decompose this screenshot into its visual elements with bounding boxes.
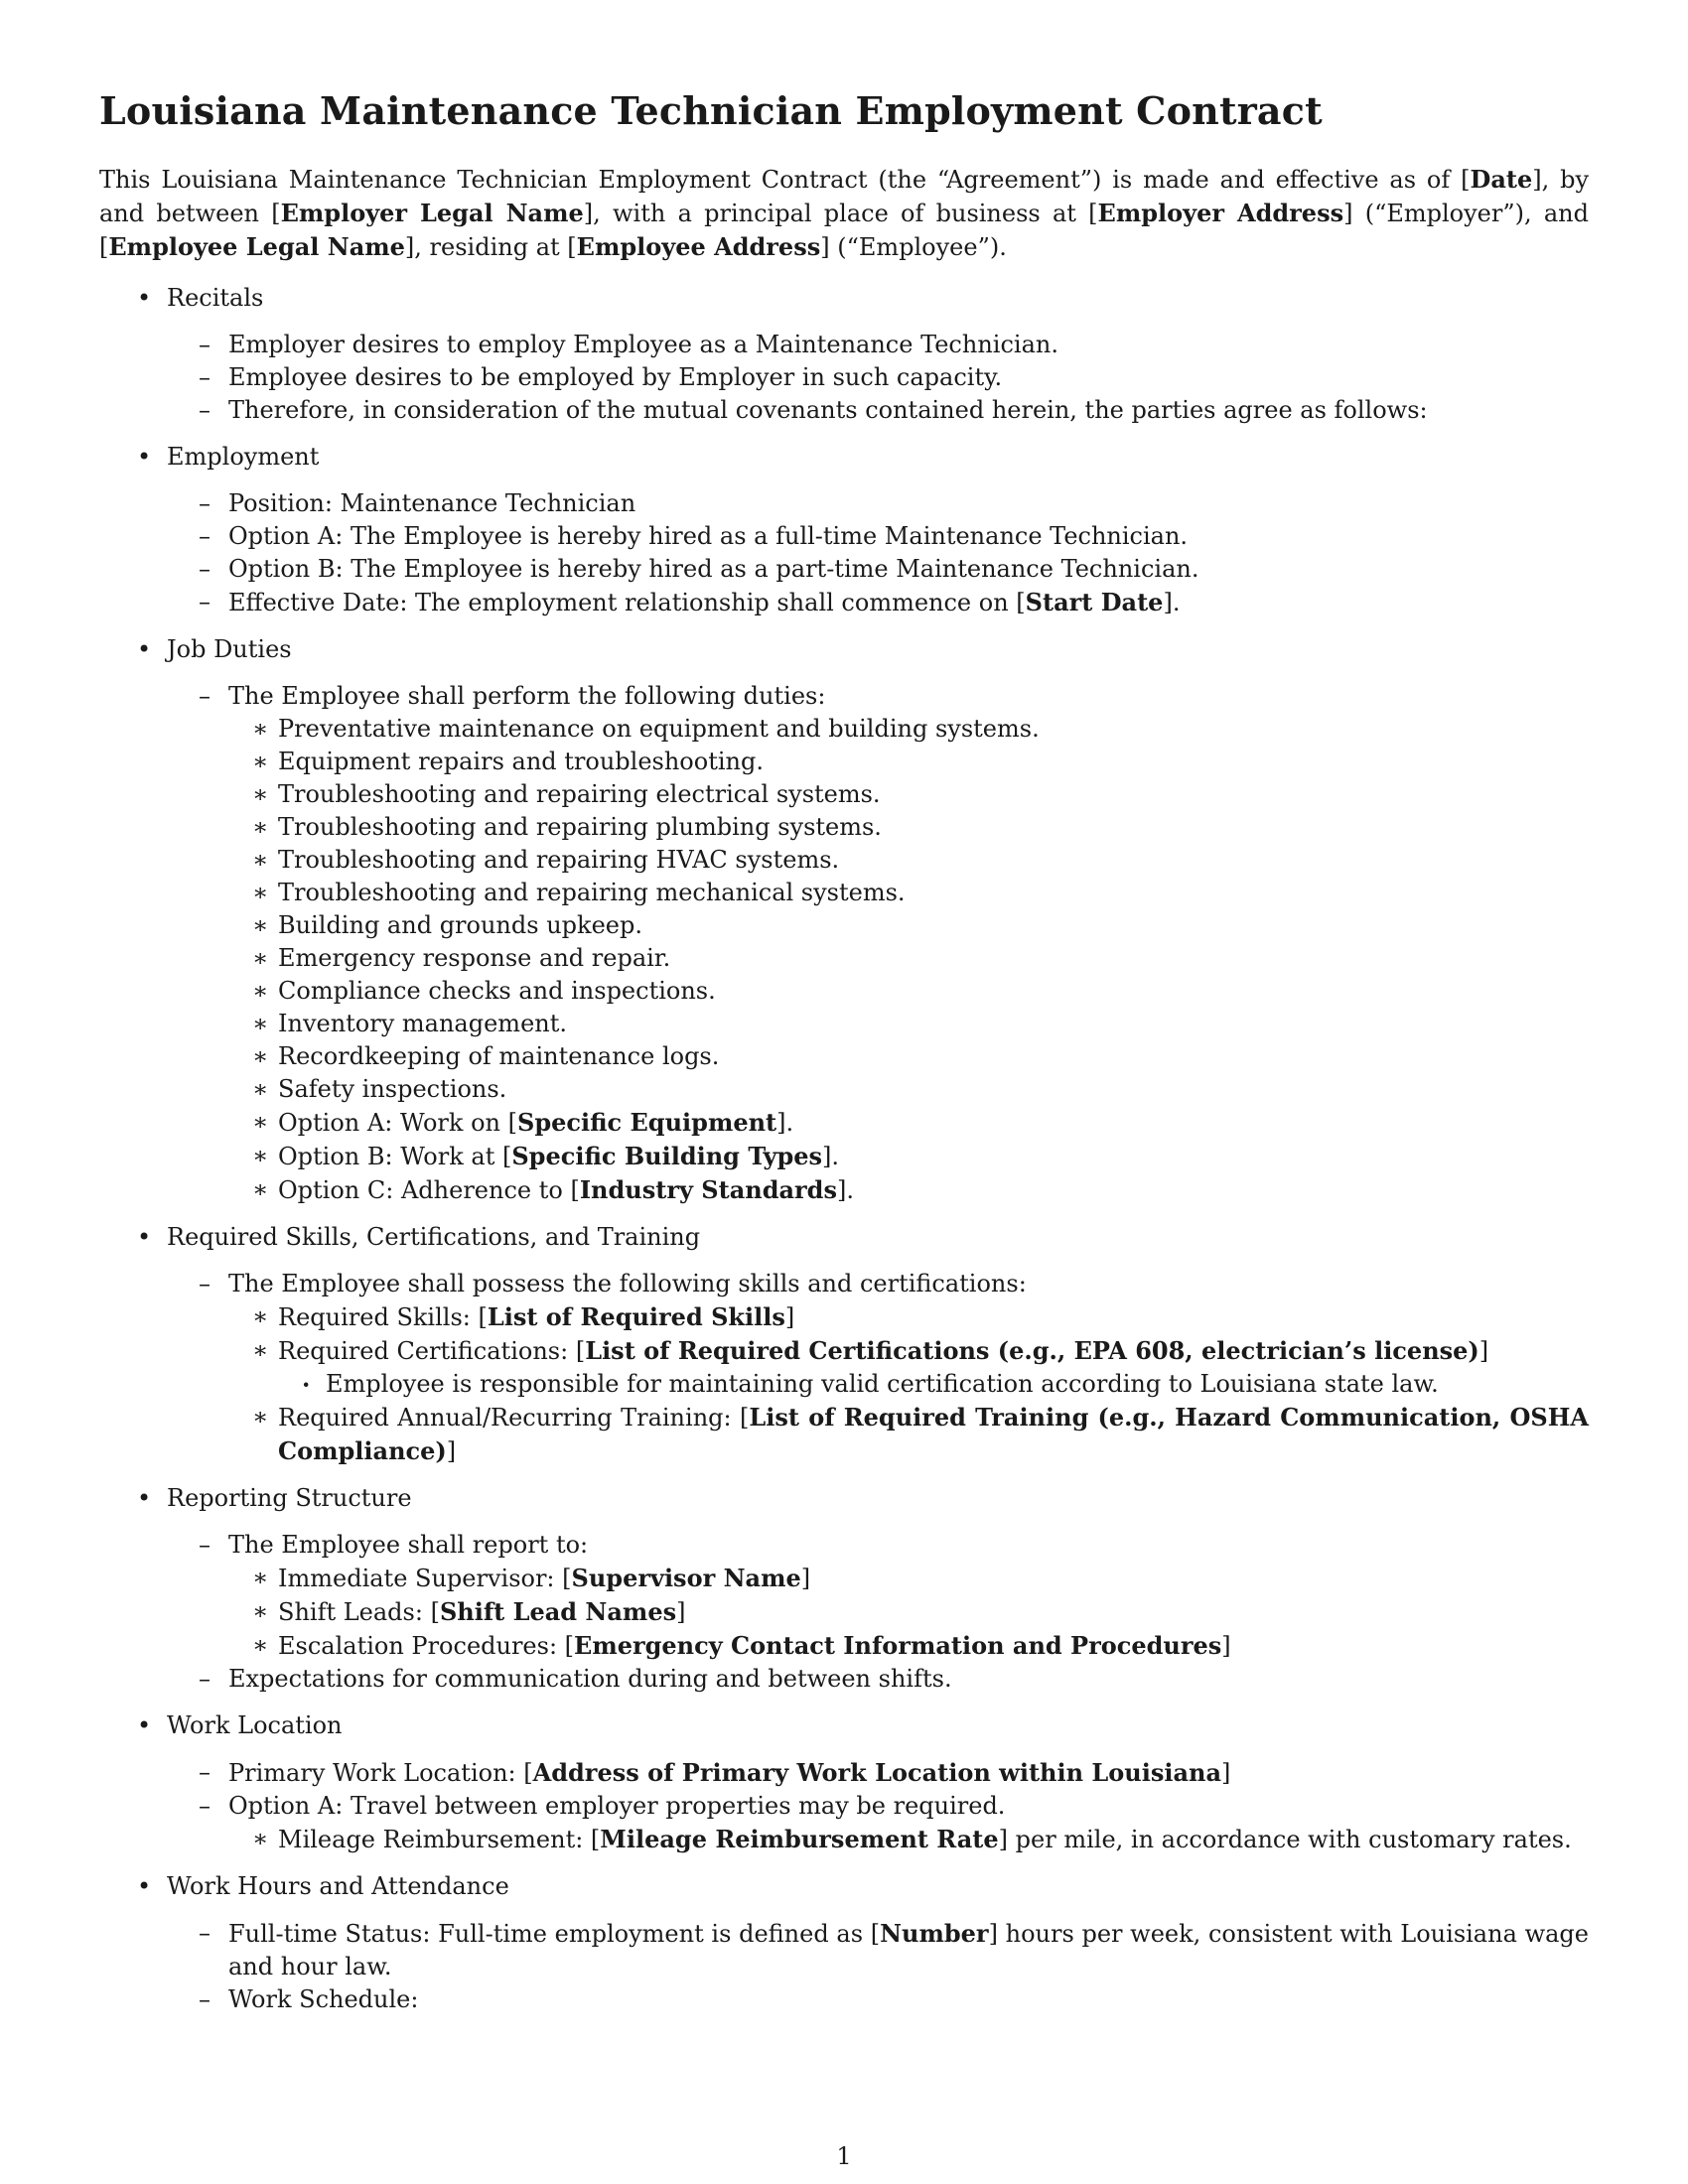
intro-text: ] (“Employer”), and [ — [99, 200, 1589, 261]
list-item: ∗ Option C: Adherence to [Industry Standards]. — [228, 1173, 1589, 1207]
list-item: ∗ Required Annual/Recurring Training: [List of Required Training (e.g., Hazard Communication, OSHA Compliance)] — [228, 1401, 1589, 1468]
list-item: – Expectations for communication during and between shifts. — [167, 1663, 1589, 1696]
section-title: • Work Hours and Attendance — [167, 1872, 509, 1900]
list-item: – Therefore, in consideration of the mutual covenants contained herein, the parties agree as follows: — [167, 394, 1589, 427]
section-employment — [99, 441, 1589, 619]
intro-text: ] (“Employee”). — [820, 233, 1007, 261]
list-item: ∗ Required Certifications: [List of Required Certifications (e.g., EPA 608, electrician’s license)] · Employee is responsible for maintaining valid certification according to Louisiana state law. — [228, 1334, 1589, 1401]
section-title: • Required Skills, Certifications, and Training — [167, 1223, 701, 1251]
contract-sections — [99, 282, 1589, 2016]
section-reporting — [99, 1482, 1589, 1696]
section-work-location — [99, 1709, 1589, 1856]
list-item: ∗ Required Skills: [List of Required Skills] — [228, 1300, 1589, 1334]
list-item: – The Employee shall possess the following skills and certifications: ∗ Required Skills: [List of Required Skills] ∗ Required Certifications: [List of Required Certifications (e.g., EPA 608, electrician’s license)] · Employee is responsible for maintaining valid certification according to Louisiana state law. ∗ Required Annual/Recurring Training: [List of Required Training (e.g., Hazard Communication, OSHA Compliance)] — [167, 1268, 1589, 1468]
list-item: ∗ Inventory management. — [228, 1008, 1589, 1040]
placeholder-start-date: Start Date — [1025, 588, 1164, 616]
placeholder-employer-address: Employer Address — [1097, 199, 1344, 227]
list-item: – Full-time Status: Full-time employment is defined as [Number] hours per week, consistent with Louisiana wage and hour law. — [167, 1917, 1589, 1983]
list-item: ∗ Recordkeeping of maintenance logs. — [228, 1040, 1589, 1073]
list-item: ∗ Shift Leads: [Shift Lead Names] — [228, 1595, 1589, 1629]
section-title: • Employment — [167, 443, 320, 471]
list-item: – Employee desires to be employed by Employer in such capacity. — [167, 361, 1589, 394]
list-item: – Option A: The Employee is hereby hired as a full-time Maintenance Technician. — [167, 520, 1589, 553]
list-item: ∗ Option B: Work at [Specific Building Types]. — [228, 1140, 1589, 1173]
list-item: ∗ Compliance checks and inspections. — [228, 975, 1589, 1008]
section-title: • Job Duties — [167, 635, 292, 663]
list-item: – The Employee shall report to: ∗ Immediate Supervisor: [Supervisor Name] ∗ Shift Leads: [Shift Lead Names] ∗ Escalation Procedures: [Emergency Contact Information and Procedures] — [167, 1529, 1589, 1663]
intro-paragraph — [99, 163, 1589, 264]
document-title: Louisiana Maintenance Technician Employment Contract — [99, 88, 1323, 133]
list-item: ∗ Equipment repairs and troubleshooting. — [228, 746, 1589, 778]
list-item: ∗ Building and grounds upkeep. — [228, 909, 1589, 942]
placeholder-date: Date — [1470, 165, 1533, 194]
list-item: – Option A: Travel between employer properties may be required. ∗ Mileage Reimbursement: [Mileage Reimbursement Rate] per mile, in accordance with customary rates. — [167, 1790, 1589, 1856]
section-title: • Reporting Structure — [167, 1484, 412, 1512]
list-item: ∗ Safety inspections. — [228, 1073, 1589, 1106]
placeholder-employee-address: Employee Address — [576, 232, 821, 261]
list-item: – Position: Maintenance Technician — [167, 487, 1589, 520]
intro-text: ], residing at [ — [404, 233, 577, 261]
placeholder-employee-name: Employee Legal Name — [108, 232, 405, 261]
list-item: ∗ Option A: Work on [Specific Equipment]. — [228, 1106, 1589, 1140]
list-item: – Employer desires to employ Employee as a Maintenance Technician. — [167, 329, 1589, 361]
intro-text: ], by and between [ — [99, 166, 1589, 227]
list-item: – Effective Date: The employment relationship shall commence on [Start Date]. — [167, 586, 1589, 619]
list-item: ∗ Troubleshooting and repairing plumbing systems. — [228, 811, 1589, 844]
section-skills — [99, 1221, 1589, 1468]
section-title: • Recitals — [167, 284, 264, 312]
list-item: – Option B: The Employee is hereby hired as a part-time Maintenance Technician. — [167, 553, 1589, 586]
list-item: ∗ Preventative maintenance on equipment and building systems. — [228, 713, 1589, 746]
intro-text: This Louisiana Maintenance Technician Employment Contract (the “Agreement”) is made and effective as of [ — [99, 166, 1471, 194]
list-item: ∗ Troubleshooting and repairing HVAC systems. — [228, 844, 1589, 877]
section-work-hours — [99, 1870, 1589, 2016]
contract-page — [99, 87, 1589, 2030]
section-title: • Work Location — [167, 1711, 343, 1739]
list-item: ∗ Mileage Reimbursement: [Mileage Reimbursement Rate] per mile, in accordance with customary rates. — [228, 1823, 1589, 1856]
section-recitals — [99, 282, 1589, 427]
list-item: ∗ Immediate Supervisor: [Supervisor Name] — [228, 1562, 1589, 1595]
list-item: · Employee is responsible for maintaining valid certification according to Louisiana state law. — [278, 1368, 1589, 1401]
intro-text: ], with a principal place of business at [ — [583, 200, 1098, 227]
list-item: – Work Schedule: — [167, 1983, 1589, 2016]
list-item: ∗ Escalation Procedures: [Emergency Contact Information and Procedures] — [228, 1629, 1589, 1663]
placeholder-employer-name: Employer Legal Name — [280, 199, 584, 227]
list-item: ∗ Troubleshooting and repairing mechanical systems. — [228, 877, 1589, 909]
list-item: – The Employee shall perform the following duties: ∗ Preventative maintenance on equipment and building systems. ∗ Equipment repairs and troubleshooting. ∗ Troubleshooting and repairing electrical systems. ∗ Troubleshooting and repairing plumbing systems. ∗ Troubleshooting and repairing HVAC systems. ∗ Troubleshooting and repairing mechanical systems. ∗ Building and grounds upkeep. ∗ Emergency response and repair. ∗ Compliance checks and inspections. ∗ Inventory management. ∗ Recordkeeping of maintenance logs. ∗ Safety inspections. ∗ Option A: Work on [Specific Equipment]. ∗ Option B: Work at [Specific Building Types]. ∗ Option C: Adherence to [Industry Standards]. — [167, 680, 1589, 1207]
page-number: 1 — [836, 2142, 852, 2170]
list-item: – Primary Work Location: [Address of Primary Work Location within Louisiana] — [167, 1756, 1589, 1790]
section-job-duties — [99, 633, 1589, 1207]
list-item: ∗ Emergency response and repair. — [228, 942, 1589, 975]
list-item: ∗ Troubleshooting and repairing electrical systems. — [228, 778, 1589, 811]
